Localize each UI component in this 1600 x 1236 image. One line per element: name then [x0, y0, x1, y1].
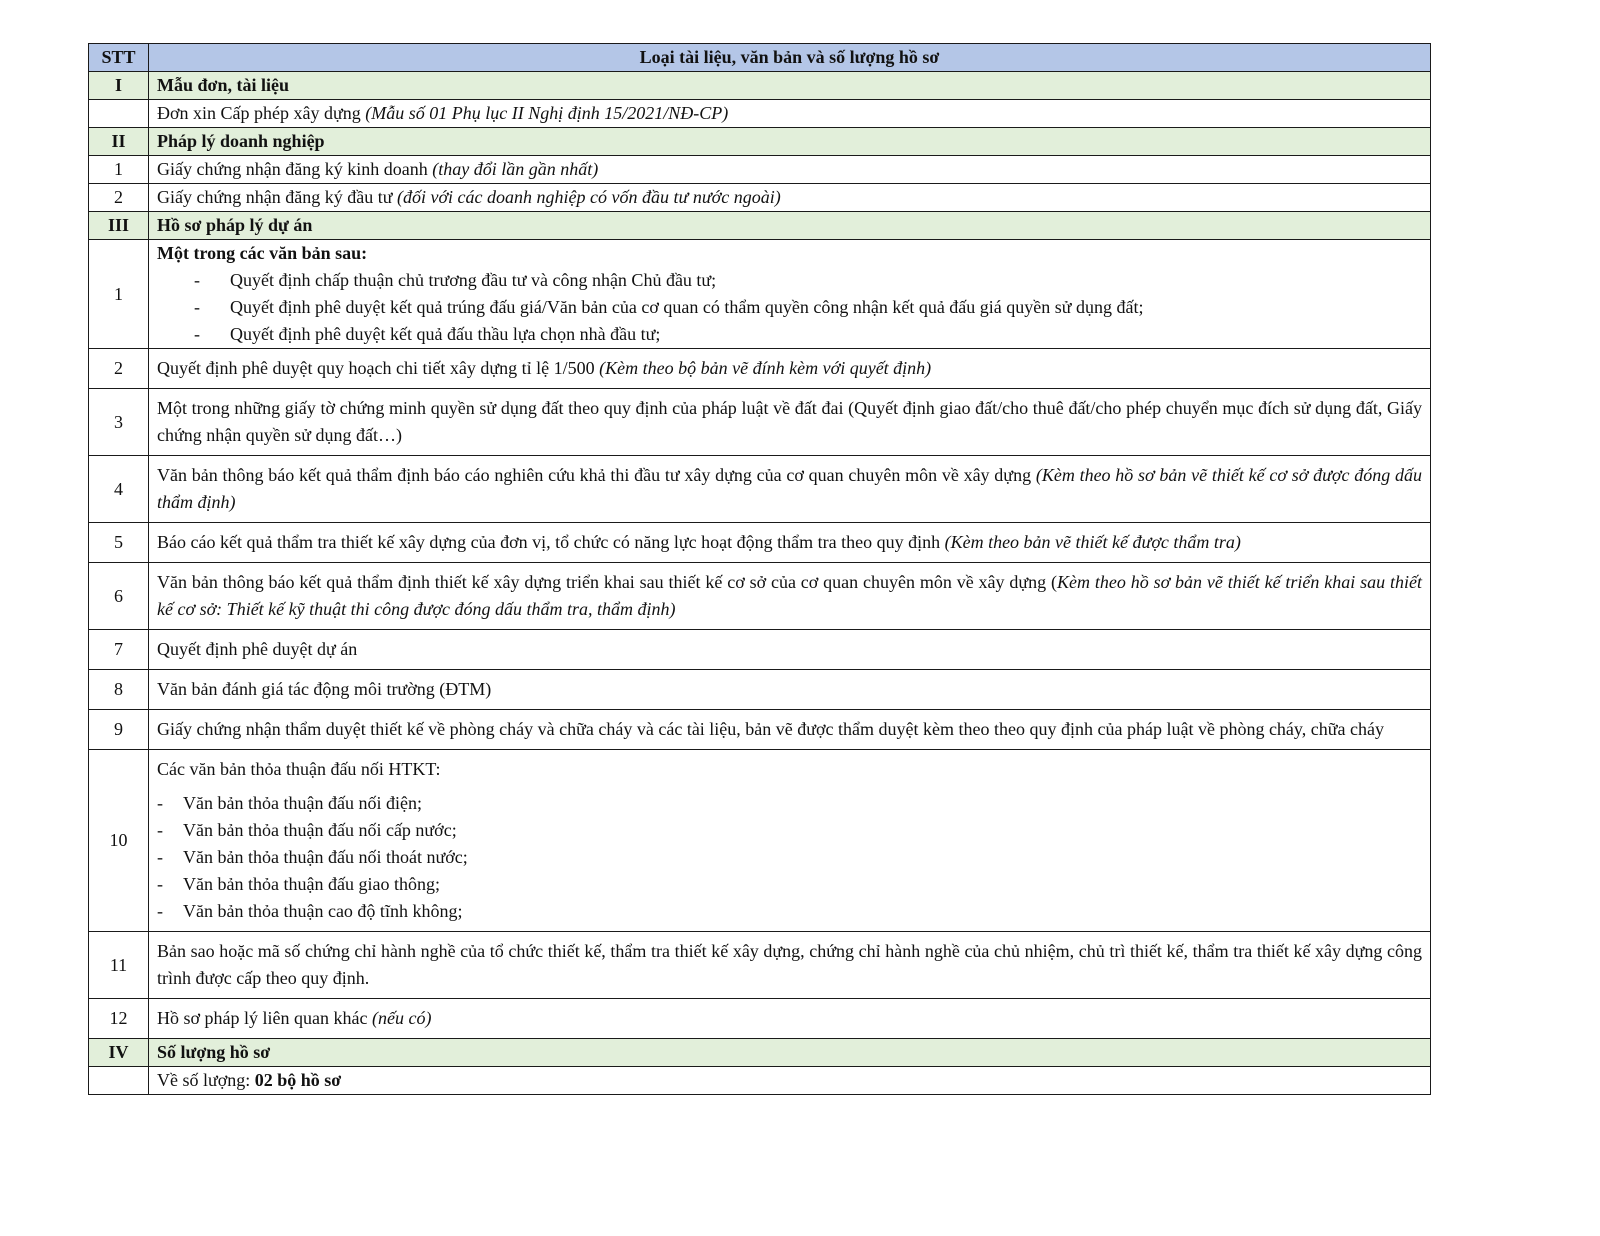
row-text: Giấy chứng nhận đăng ký kinh doanh [157, 159, 433, 179]
list-item [157, 267, 1422, 294]
row-text: Quyết định phê duyệt dự án [157, 639, 358, 659]
list-item-text: Văn bản thỏa thuận đấu nối thoát nước; [183, 847, 468, 867]
row-content [149, 710, 1431, 750]
row-text: Báo cáo kết quả thẩm tra thiết kế xây dựng của đơn vị, tổ chức có năng lực hoạt động thẩm tra theo quy định [157, 532, 945, 552]
row-number [89, 1067, 149, 1095]
row-number: 3 [89, 389, 149, 456]
table-row [89, 750, 1431, 932]
table-row [89, 240, 1431, 349]
table-row [89, 1067, 1431, 1095]
section-title: Số lượng hồ sơ [149, 1039, 1431, 1067]
table-row [89, 100, 1431, 128]
row-text: Về số lượng: [157, 1070, 255, 1090]
list-item-text: Văn bản thỏa thuận đấu nối điện; [183, 793, 422, 813]
row-text: Văn bản đánh giá tác động môi trường (ĐTM) [157, 679, 492, 699]
row-number [89, 100, 149, 128]
row-text: Hồ sơ pháp lý liên quan khác [157, 1008, 372, 1028]
quantity-value: 02 bộ hồ sơ [254, 1070, 342, 1090]
dash-marker: - [157, 901, 163, 921]
row-text: Quyết định phê duyệt quy hoạch chi tiết xây dựng tỉ lệ 1/500 [157, 358, 600, 378]
row-content [149, 240, 1431, 349]
row-text: Giấy chứng nhận đăng ký đầu tư [157, 187, 397, 207]
row-number: 7 [89, 630, 149, 670]
row-note: (đối với các doanh nghiệp có vốn đầu tư nước ngoài) [396, 187, 781, 207]
section-number: I [89, 72, 149, 100]
section-number: II [89, 128, 149, 156]
row-number: 11 [89, 932, 149, 999]
table-row [89, 563, 1431, 630]
row-content [149, 100, 1431, 128]
row-content [149, 1067, 1431, 1095]
row-number: 5 [89, 523, 149, 563]
list-item-text: Văn bản thỏa thuận đấu nối cấp nước; [183, 820, 457, 840]
row-number: 6 [89, 563, 149, 630]
row-note: (Kèm theo bản vẽ thiết kế được thẩm tra) [944, 532, 1241, 552]
list-item [157, 817, 1422, 844]
dash-marker: - [157, 820, 163, 840]
list-item-text: Quyết định chấp thuận chủ trương đầu tư và công nhận Chủ đầu tư; [230, 270, 717, 290]
row-content [149, 456, 1431, 523]
table-row [89, 389, 1431, 456]
row-note: Kèm theo hồ sơ bản vẽ thiết kế triển khai sau thiết kế cơ sở: Thiết kế kỹ thuật thi công được đóng dấu thẩm tra, thẩm định) [157, 572, 1422, 619]
row-number: 1 [89, 156, 149, 184]
row-number: 8 [89, 670, 149, 710]
dash-marker: - [194, 297, 200, 317]
table-row [89, 630, 1431, 670]
header-stt: STT [89, 44, 149, 72]
row-lead: Các văn bản thỏa thuận đấu nối HTKT: [157, 759, 441, 779]
row-content [149, 999, 1431, 1039]
table-row [89, 523, 1431, 563]
list-item-text: Văn bản thỏa thuận cao độ tĩnh không; [183, 901, 463, 921]
row-note: (Mẫu số 01 Phụ lục II Nghị định 15/2021/NĐ-CP) [365, 103, 729, 123]
list-item-text: Quyết định phê duyệt kết quả trúng đấu giá/Văn bản của cơ quan có thẩm quyền công nhận kết quả đấu giá quyền sử dụng đất; [230, 297, 1144, 317]
row-note: (Kèm theo bộ bản vẽ đính kèm với quyết định) [599, 358, 932, 378]
dash-marker: - [194, 270, 200, 290]
row-note: (nếu có) [371, 1008, 432, 1028]
row-text: Một trong những giấy tờ chứng minh quyền sử dụng đất theo quy định của pháp luật về đất đai (Quyết định giao đất/cho thuê đất/cho phép chuyển mục đích sử dụng đất, Giấy chứng nhận quyền sử dụng đất…) [157, 398, 1422, 445]
dash-marker: - [194, 324, 200, 344]
row-number: 4 [89, 456, 149, 523]
row-number: 12 [89, 999, 149, 1039]
table-row [89, 349, 1431, 389]
row-content [149, 563, 1431, 630]
table-row [89, 999, 1431, 1039]
row-text: Bản sao hoặc mã số chứng chỉ hành nghề của tổ chức thiết kế, thẩm tra thiết kế xây dựng, chứng chỉ hành nghề của chủ nhiệm, chủ trì thiết kế, thẩm tra thiết kế xây dựng công trình được cấp theo quy định. [157, 941, 1422, 988]
row-text: Giấy chứng nhận thẩm duyệt thiết kế về phòng cháy và chữa cháy và các tài liệu, bản vẽ được thẩm duyệt kèm theo theo quy định của pháp luật về phòng cháy, chữa cháy [157, 719, 1384, 739]
row-number: 2 [89, 349, 149, 389]
table-row [89, 932, 1431, 999]
row-text: Văn bản thông báo kết quả thẩm định báo cáo nghiên cứu khả thi đầu tư xây dựng của cơ quan chuyên môn về xây dựng [157, 465, 1036, 485]
table-row [89, 184, 1431, 212]
section-title: Pháp lý doanh nghiệp [149, 128, 1431, 156]
row-note: (Kèm theo hồ sơ bản vẽ thiết kế cơ sở được đóng dấu thẩm định) [157, 465, 1422, 512]
list-item [157, 871, 1422, 898]
table-row [89, 710, 1431, 750]
header-title: Loại tài liệu, văn bản và số lượng hồ sơ [149, 44, 1431, 72]
section-title: Mẫu đơn, tài liệu [149, 72, 1431, 100]
row-content [149, 156, 1431, 184]
row-text: Văn bản thông báo kết quả thẩm định thiết kế xây dựng triển khai sau thiết kế cơ sở của cơ quan chuyên môn về xây dựng ( [157, 572, 1058, 592]
dash-marker: - [157, 793, 163, 813]
section-row [89, 128, 1431, 156]
header-row [89, 44, 1431, 72]
row-content [149, 523, 1431, 563]
section-row [89, 212, 1431, 240]
section-row [89, 72, 1431, 100]
list-item-text: Quyết định phê duyệt kết quả đấu thầu lựa chọn nhà đầu tư; [230, 324, 661, 344]
row-content [149, 932, 1431, 999]
row-content [149, 670, 1431, 710]
section-title: Hồ sơ pháp lý dự án [149, 212, 1431, 240]
list-item [157, 844, 1422, 871]
table-row [89, 156, 1431, 184]
row-number: 1 [89, 240, 149, 349]
row-number: 2 [89, 184, 149, 212]
list-item [157, 321, 1422, 348]
row-lead: Một trong các văn bản sau: [157, 243, 368, 263]
document-table [88, 43, 1431, 1095]
section-number: III [89, 212, 149, 240]
dash-marker: - [157, 847, 163, 867]
section-number: IV [89, 1039, 149, 1067]
table-row [89, 456, 1431, 523]
dash-list [157, 267, 1422, 348]
list-item [157, 898, 1422, 925]
row-content [149, 750, 1431, 932]
row-note: (thay đổi lần gần nhất) [432, 159, 599, 179]
section-row [89, 1039, 1431, 1067]
row-content [149, 389, 1431, 456]
row-content [149, 630, 1431, 670]
document-page [88, 43, 1430, 1095]
list-item-text: Văn bản thỏa thuận đấu giao thông; [183, 874, 440, 894]
row-text: Đơn xin Cấp phép xây dựng [157, 103, 366, 123]
dash-marker: - [157, 874, 163, 894]
row-number: 9 [89, 710, 149, 750]
table-row [89, 670, 1431, 710]
row-content [149, 349, 1431, 389]
row-content [149, 184, 1431, 212]
row-number: 10 [89, 750, 149, 932]
list-item [157, 790, 1422, 817]
dash-list [157, 790, 1422, 925]
list-item [157, 294, 1422, 321]
